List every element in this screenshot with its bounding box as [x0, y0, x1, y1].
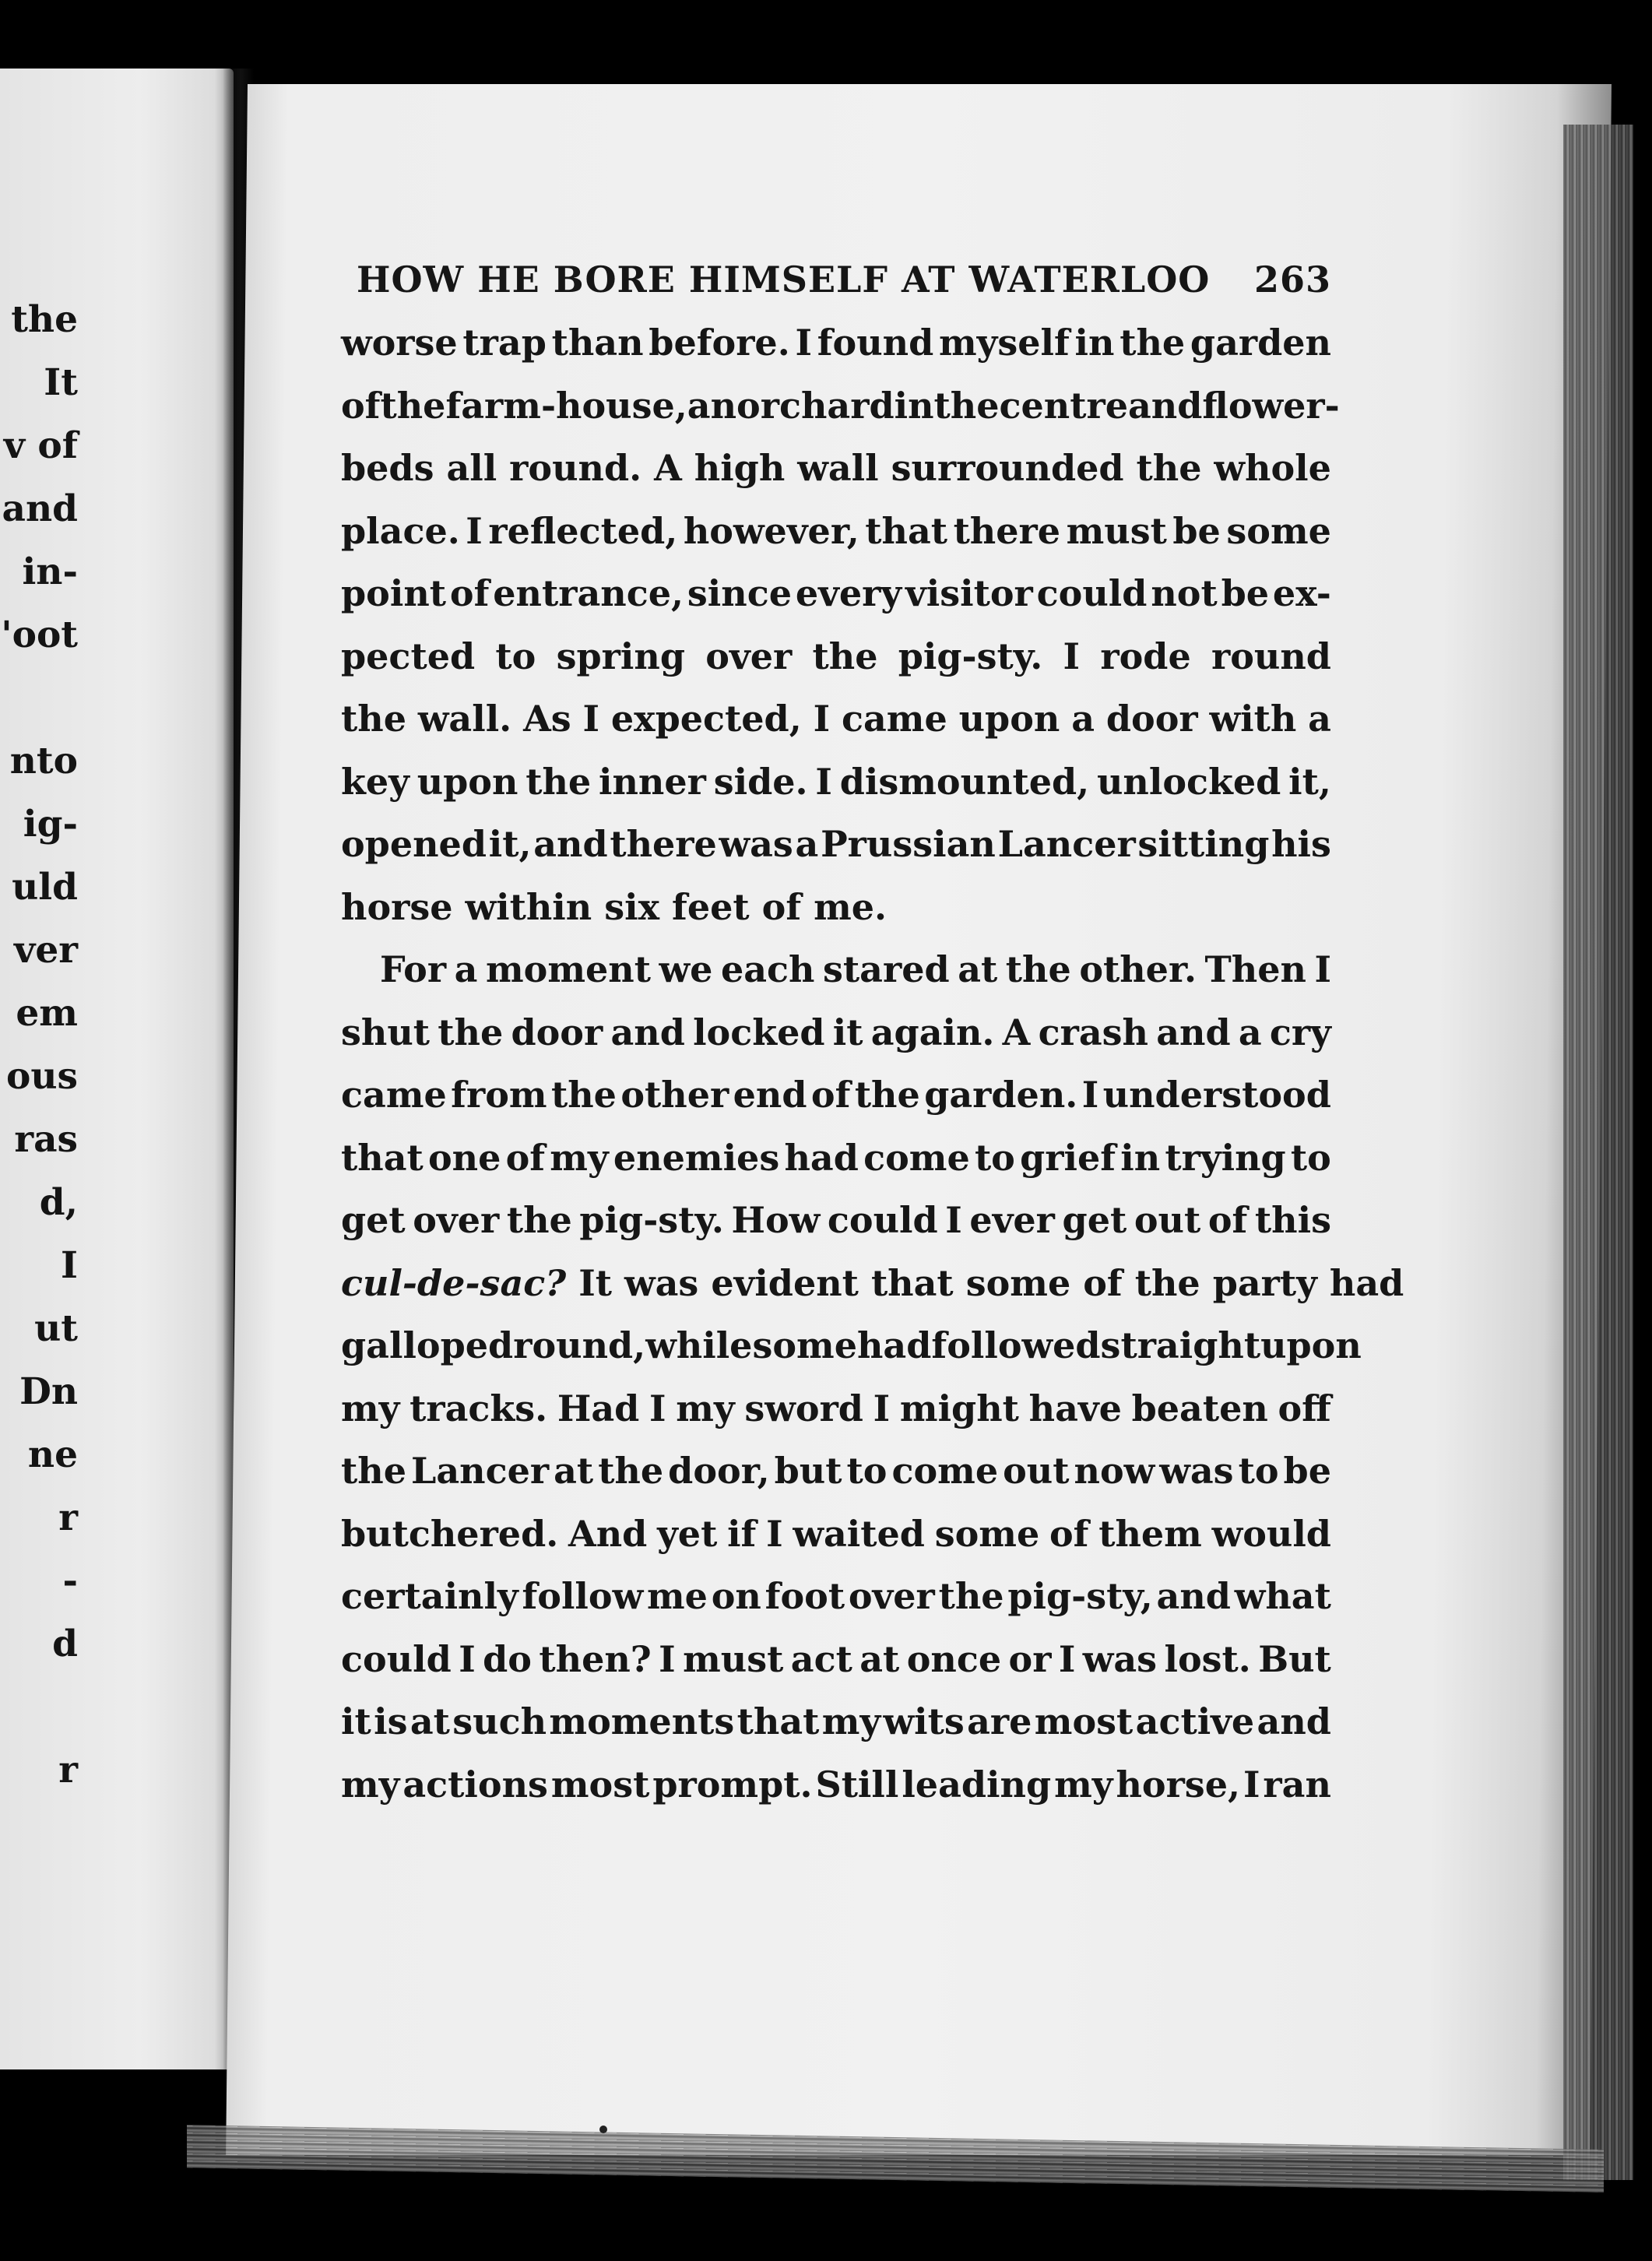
- text-line: [341, 500, 1331, 563]
- word: must: [683, 1637, 784, 1680]
- word: locked: [693, 1011, 825, 1053]
- word: round,: [513, 1324, 646, 1366]
- word: straight: [1100, 1324, 1261, 1366]
- word: must: [1066, 509, 1167, 552]
- text-line: [341, 1314, 1362, 1377]
- word: that: [341, 1136, 424, 1179]
- word: some: [752, 1324, 857, 1366]
- word: pig-sty,: [1007, 1575, 1153, 1617]
- word: could: [827, 1199, 938, 1241]
- word: his: [1271, 823, 1331, 865]
- word: wall: [797, 447, 879, 489]
- word: A: [1002, 1011, 1031, 1053]
- word: had: [856, 1324, 932, 1366]
- word: beds: [341, 447, 434, 489]
- word: of: [341, 384, 381, 427]
- word: round: [1211, 635, 1331, 677]
- word: before.: [648, 322, 790, 364]
- text-line: [341, 1377, 1331, 1440]
- word: unlocked: [1096, 760, 1281, 803]
- fragment-line: 'oot: [1, 614, 78, 656]
- fragment-line: d: [52, 1623, 78, 1665]
- word: however,: [683, 509, 859, 552]
- word: this: [1254, 1199, 1331, 1241]
- word: moments: [549, 1700, 735, 1742]
- word: sitting: [1137, 823, 1270, 865]
- word: But: [1258, 1637, 1331, 1680]
- word: I: [1063, 635, 1081, 677]
- word: might: [899, 1387, 1019, 1429]
- word: it: [341, 1700, 371, 1742]
- word: came: [841, 698, 947, 740]
- word: upon: [1260, 1324, 1362, 1366]
- text-line: [341, 374, 1340, 438]
- word: myself: [938, 322, 1070, 364]
- word: high: [694, 447, 786, 489]
- word: wits: [883, 1700, 965, 1742]
- word: out: [1003, 1450, 1070, 1492]
- word: to: [974, 1136, 1015, 1179]
- fragment-line: in-: [22, 550, 78, 593]
- text-line: [341, 1001, 1331, 1064]
- word: the: [550, 1074, 617, 1116]
- word: at: [958, 948, 998, 990]
- running-title: HOW HE BORE HIMSELF AT WATERLOO: [357, 258, 1211, 301]
- word: upon: [958, 698, 1060, 740]
- word: was: [1082, 1637, 1158, 1680]
- word: of: [810, 1074, 851, 1116]
- word: over: [413, 1199, 500, 1241]
- word: such: [452, 1700, 547, 1742]
- word: place.: [341, 509, 460, 552]
- word: at: [859, 1637, 900, 1680]
- word: side.: [713, 760, 808, 803]
- word: be: [1283, 1450, 1331, 1492]
- word: if: [727, 1512, 757, 1555]
- word: I: [582, 698, 600, 740]
- fragment-line: the: [11, 298, 78, 341]
- word: end: [733, 1074, 807, 1116]
- word: or: [1008, 1637, 1052, 1680]
- word: pig-sty.: [898, 635, 1043, 677]
- word: then?: [539, 1637, 652, 1680]
- word: come: [891, 1450, 999, 1492]
- word: found: [817, 322, 934, 364]
- word: other.: [1079, 948, 1197, 990]
- word: worse: [341, 322, 458, 364]
- word: wall.: [417, 698, 512, 740]
- word: spring: [556, 635, 686, 677]
- word: over: [848, 1575, 935, 1617]
- text-line: [341, 1127, 1331, 1190]
- word: it,: [488, 823, 532, 865]
- word: rode: [1100, 635, 1191, 677]
- word: certainly: [341, 1575, 518, 1617]
- text-line: [341, 938, 1331, 1001]
- fragment-line: v of: [3, 424, 78, 467]
- word: shut: [341, 1011, 431, 1053]
- text-line: [341, 562, 1331, 625]
- word: leading: [902, 1763, 1052, 1806]
- word: I: [815, 760, 832, 803]
- word: I: [795, 322, 812, 364]
- word: waited: [793, 1512, 925, 1555]
- word: entrance,: [493, 572, 684, 614]
- word: a: [1308, 698, 1331, 740]
- text-line: [341, 311, 1331, 374]
- word: since: [687, 572, 792, 614]
- text-line: [341, 1690, 1331, 1753]
- text-line: [341, 1753, 1331, 1816]
- word: my: [341, 1763, 400, 1806]
- fragment-line: r: [58, 1496, 78, 1539]
- word: How: [731, 1199, 821, 1241]
- word: moment: [485, 948, 651, 990]
- word: foot: [764, 1575, 845, 1617]
- paragraph-2: [341, 938, 1404, 1816]
- word: my: [821, 1700, 881, 1742]
- page-stack-right-edge: [1563, 125, 1633, 2180]
- word: the: [525, 760, 592, 803]
- word: my: [550, 1136, 609, 1179]
- word: get: [341, 1199, 406, 1241]
- word: Then: [1204, 948, 1306, 990]
- word: upon: [417, 760, 518, 803]
- word: could: [1036, 572, 1148, 614]
- word: For: [380, 948, 447, 990]
- word: it: [832, 1011, 863, 1053]
- word: of: [1207, 1199, 1248, 1241]
- fragment-line: ne: [27, 1433, 78, 1476]
- line-rest: It was evident that some of the party had: [566, 1261, 1404, 1304]
- word: ever: [969, 1199, 1055, 1241]
- word: I: [1314, 948, 1331, 990]
- text-line: [341, 1628, 1331, 1691]
- word: it,: [1288, 760, 1331, 803]
- word: have: [1028, 1387, 1122, 1429]
- word: all: [446, 447, 497, 489]
- word: to: [846, 1450, 888, 1492]
- word: lost.: [1164, 1637, 1251, 1680]
- word: A: [654, 447, 682, 489]
- word: to: [1290, 1136, 1331, 1179]
- page-text-block: [341, 248, 1404, 1816]
- word: inner: [599, 760, 706, 803]
- word: a: [1071, 698, 1095, 740]
- word: door,: [668, 1450, 770, 1492]
- word: to: [495, 635, 536, 677]
- word: crash: [1038, 1011, 1148, 1053]
- word: key: [341, 760, 409, 803]
- word: the: [341, 1450, 406, 1492]
- word: I: [813, 698, 831, 740]
- word: beaten: [1131, 1387, 1268, 1429]
- word: the: [1119, 322, 1186, 364]
- fragment-line: [0, 1676, 78, 1739]
- word: dismounted,: [839, 760, 1090, 803]
- fragment-line: r: [58, 1749, 78, 1792]
- word: I: [1243, 1763, 1260, 1806]
- word: orchard: [736, 384, 895, 427]
- word: reflected,: [488, 509, 678, 552]
- word: the: [938, 1575, 1004, 1617]
- word: And: [568, 1512, 648, 1555]
- word: one: [427, 1136, 501, 1179]
- fragment-line: I: [61, 1244, 78, 1287]
- word: that: [865, 509, 948, 552]
- fragment-line: -: [62, 1559, 78, 1602]
- word: point: [341, 572, 447, 614]
- word: the: [380, 384, 446, 427]
- text-line: [341, 1503, 1331, 1566]
- word: a: [454, 948, 478, 990]
- word: grief: [1020, 1136, 1116, 1179]
- word: farm-house,: [445, 384, 687, 427]
- word: now: [1074, 1450, 1155, 1492]
- fragment-line: ut: [34, 1307, 78, 1350]
- word: not: [1151, 572, 1218, 614]
- text-line: [341, 687, 1331, 751]
- word: some: [934, 1512, 1040, 1555]
- word: door: [511, 1011, 603, 1053]
- word: expected,: [610, 698, 802, 740]
- word: an: [687, 384, 737, 427]
- text-line: horse within six feet of me.: [341, 885, 888, 928]
- page-number: 263: [1253, 258, 1331, 301]
- word: surrounded: [891, 447, 1124, 489]
- word: prompt.: [652, 1763, 813, 1806]
- word: was: [719, 823, 793, 865]
- word: and: [1156, 1575, 1231, 1617]
- word: trying: [1165, 1136, 1286, 1179]
- word: galloped: [341, 1324, 514, 1366]
- word: other: [620, 1074, 729, 1116]
- word: on: [711, 1575, 761, 1617]
- word: in: [1120, 1136, 1161, 1179]
- word: of: [505, 1136, 546, 1179]
- fragment-line: Dn: [19, 1370, 78, 1413]
- fragment-line: It: [44, 361, 78, 404]
- word: of: [449, 572, 490, 614]
- italic-phrase: cul-de-sac?: [341, 1261, 567, 1304]
- word: but: [774, 1450, 842, 1492]
- word: are: [967, 1700, 1032, 1742]
- word: a: [1238, 1011, 1262, 1053]
- word: in: [894, 384, 934, 427]
- word: be: [1172, 509, 1221, 552]
- word: once: [906, 1637, 1002, 1680]
- word: the: [438, 1011, 504, 1053]
- word: get: [1062, 1199, 1127, 1241]
- previous-page-text-fragments: [0, 288, 78, 1802]
- word: out: [1134, 1199, 1201, 1241]
- word: and: [533, 823, 608, 865]
- word: trap: [462, 322, 547, 364]
- word: horse,: [1116, 1763, 1240, 1806]
- fragment-line: ous: [6, 1055, 78, 1098]
- word: cry: [1269, 1011, 1331, 1053]
- word: with: [1209, 698, 1297, 740]
- word: I: [649, 1387, 666, 1429]
- word: tracks.: [409, 1387, 548, 1429]
- word: garden.: [924, 1074, 1078, 1116]
- word: sword: [744, 1387, 863, 1429]
- word: at: [409, 1700, 450, 1742]
- word: and: [1128, 384, 1203, 427]
- word: Still: [815, 1763, 899, 1806]
- word: was: [1159, 1450, 1234, 1492]
- word: follow: [522, 1575, 644, 1617]
- word: butchered.: [341, 1512, 559, 1555]
- word: ex-: [1272, 572, 1331, 614]
- text-line: [341, 813, 1331, 876]
- word: my: [341, 1387, 400, 1429]
- text-line: [341, 625, 1331, 688]
- word: I: [659, 1637, 676, 1680]
- word: I: [766, 1512, 783, 1555]
- word: my: [1054, 1763, 1113, 1806]
- word: active: [1135, 1700, 1255, 1742]
- word: the: [854, 1074, 920, 1116]
- word: ran: [1263, 1763, 1331, 1806]
- word: I: [945, 1199, 962, 1241]
- word: the: [1005, 948, 1071, 990]
- word: me: [646, 1575, 708, 1617]
- word: would: [1211, 1512, 1331, 1555]
- word: centre: [999, 384, 1128, 427]
- ink-speck: [599, 2126, 607, 2133]
- word: be: [1221, 572, 1270, 614]
- word: and: [1257, 1700, 1331, 1742]
- word: understood: [1102, 1074, 1331, 1116]
- word: enemies: [613, 1136, 780, 1179]
- word: them: [1098, 1512, 1202, 1555]
- text-line: [341, 1064, 1331, 1127]
- word: Had: [557, 1387, 640, 1429]
- word: yet: [657, 1512, 718, 1555]
- word: than: [551, 322, 644, 364]
- word: the: [933, 384, 1000, 427]
- word: from: [451, 1074, 547, 1116]
- word: there: [610, 823, 717, 865]
- text-line: [341, 437, 1331, 500]
- word: each: [720, 948, 815, 990]
- word: I: [459, 1637, 476, 1680]
- word: visitor: [905, 572, 1033, 614]
- word: the: [1136, 447, 1202, 489]
- word: pig-sty.: [579, 1199, 724, 1241]
- word: door: [1105, 698, 1198, 740]
- word: and: [610, 1011, 685, 1053]
- word: at: [554, 1450, 594, 1492]
- word: followed: [931, 1324, 1101, 1366]
- word: some: [1226, 509, 1331, 552]
- word: Lancer: [410, 1450, 550, 1492]
- text-line: [341, 1440, 1331, 1503]
- word: of: [1049, 1512, 1089, 1555]
- word: my: [676, 1387, 735, 1429]
- word: the: [341, 698, 406, 740]
- word: every: [795, 572, 902, 614]
- word: pected: [341, 635, 476, 677]
- word: in: [1074, 322, 1115, 364]
- word: off: [1278, 1387, 1331, 1429]
- fragment-line: [0, 666, 78, 730]
- word: I: [1058, 1637, 1076, 1680]
- word: stared: [823, 948, 950, 990]
- paragraph-1: [341, 311, 1340, 938]
- word: the: [598, 1450, 664, 1492]
- word: garden: [1190, 322, 1331, 364]
- word: there: [953, 509, 1061, 552]
- word: a: [795, 823, 819, 865]
- word: we: [659, 948, 713, 990]
- word: round.: [509, 447, 642, 489]
- word: the: [812, 635, 878, 677]
- word: that: [736, 1700, 820, 1742]
- fragment-line: ras: [14, 1118, 78, 1161]
- text-line-with-italic: [341, 1252, 1404, 1315]
- text-line: [341, 751, 1331, 814]
- word: most: [550, 1763, 650, 1806]
- fragment-line: and: [2, 487, 78, 530]
- running-head: [357, 248, 1331, 311]
- word: could: [341, 1637, 452, 1680]
- fragment-line: uld: [12, 866, 78, 909]
- word: opened: [341, 823, 487, 865]
- word: actions: [402, 1763, 548, 1806]
- text-line: [341, 1565, 1331, 1628]
- word: whole: [1214, 447, 1331, 489]
- fragment-line: em: [16, 992, 78, 1035]
- word: again.: [870, 1011, 995, 1053]
- word: flower-: [1202, 384, 1340, 427]
- word: do: [483, 1637, 532, 1680]
- fragment-line: nto: [9, 740, 78, 782]
- word: I: [1081, 1074, 1099, 1116]
- word: to: [1238, 1450, 1279, 1492]
- word: Prussian: [821, 823, 996, 865]
- word: is: [374, 1700, 408, 1742]
- word: came: [341, 1074, 447, 1116]
- word: come: [863, 1136, 970, 1179]
- word: had: [784, 1136, 859, 1179]
- text-line: [341, 1189, 1331, 1252]
- word: I: [466, 509, 483, 552]
- fragment-line: ver: [14, 929, 78, 972]
- word: Lancer: [997, 823, 1136, 865]
- fragment-line: ig-: [23, 803, 78, 846]
- word: the: [506, 1199, 572, 1241]
- word: I: [873, 1387, 891, 1429]
- word: As: [523, 698, 571, 740]
- word: most: [1034, 1700, 1134, 1742]
- word: over: [705, 635, 793, 677]
- word: act: [790, 1637, 852, 1680]
- word: what: [1234, 1575, 1331, 1617]
- word: while: [645, 1324, 753, 1366]
- fragment-line: d,: [39, 1181, 78, 1224]
- word: and: [1156, 1011, 1231, 1053]
